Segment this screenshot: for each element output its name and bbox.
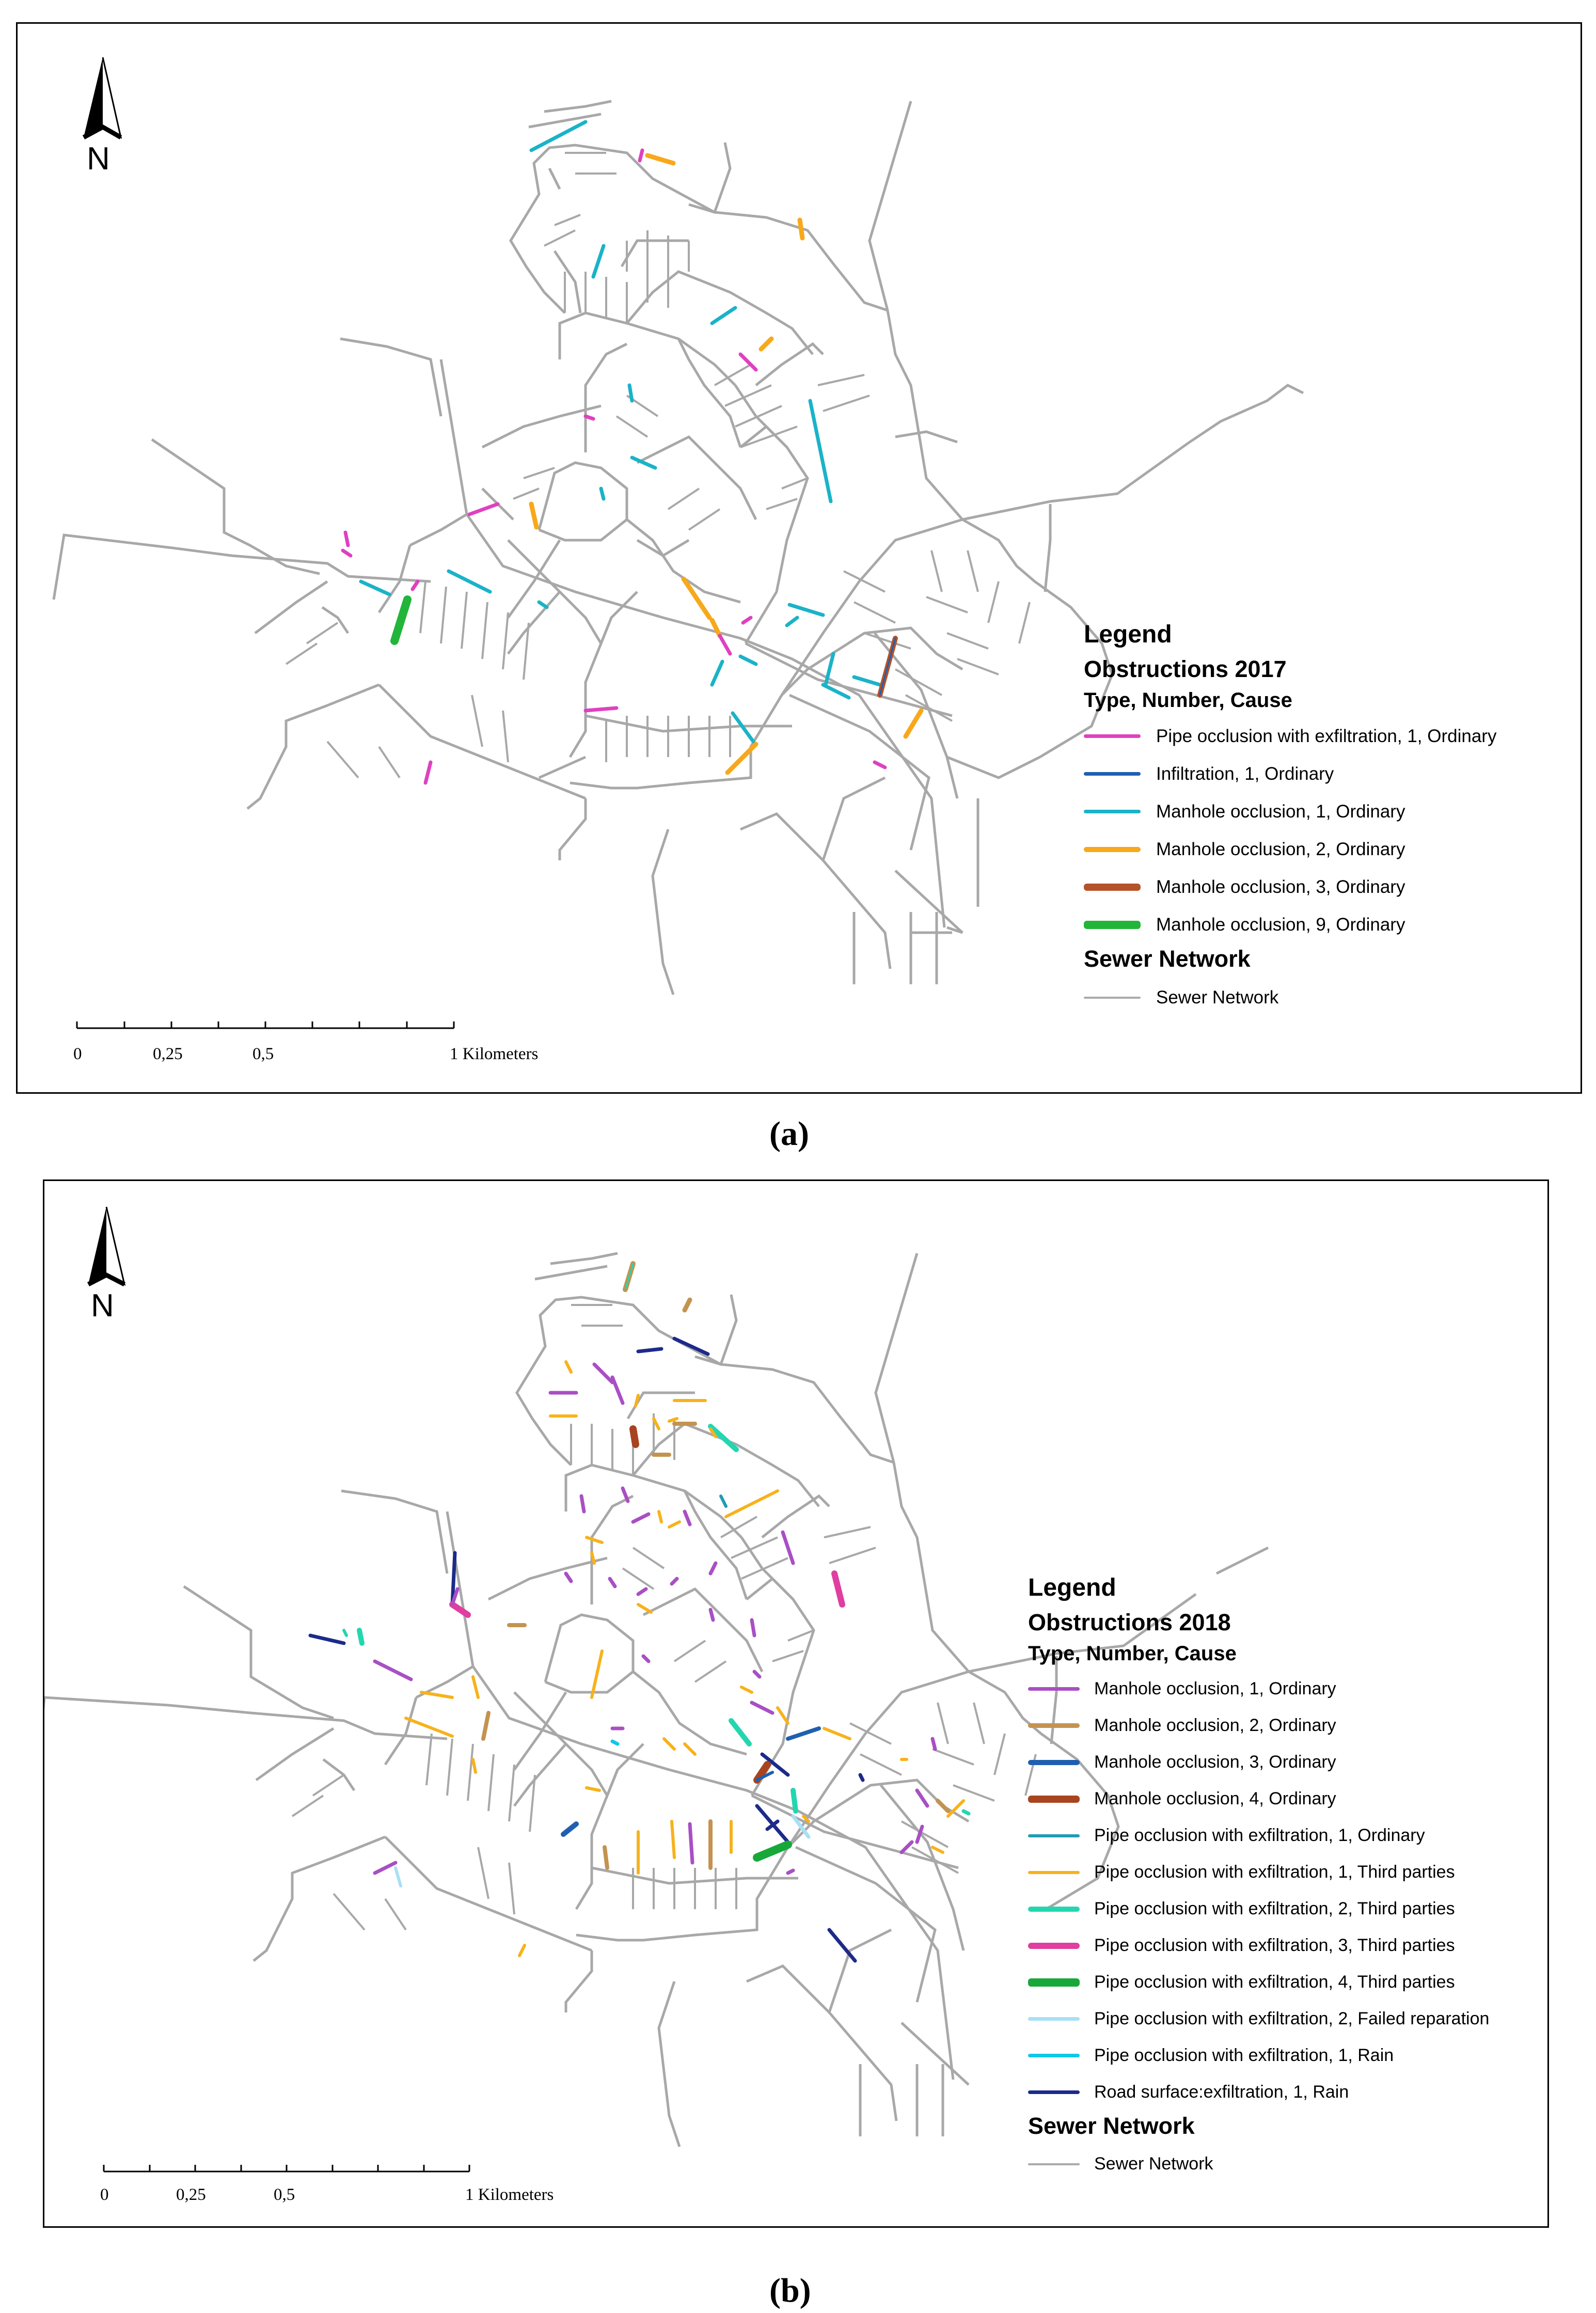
legend-item-label: Pipe occlusion with exfiltration, 1, Ordinary	[1094, 1826, 1425, 1845]
obstructions-2018	[310, 1264, 969, 1961]
legend-item-label: Manhole occlusion, 9, Ordinary	[1156, 914, 1405, 935]
legend-network-heading: Sewer Network	[1028, 2113, 1195, 2139]
legend-item-label: Pipe occlusion with exfiltration, 2, Third parties	[1094, 1899, 1455, 1918]
legend-item	[1028, 2001, 1489, 2037]
legend-2018	[1028, 1574, 1489, 2182]
legend-item	[1028, 1891, 1489, 1927]
scale-tick-label: 0	[73, 1045, 82, 1063]
legend-item	[1028, 1817, 1489, 1854]
scale-tick-label: 0,25	[176, 2185, 206, 2204]
legend-item-label: Manhole occlusion, 4, Ordinary	[1094, 1789, 1336, 1808]
legend-swatch	[1084, 997, 1141, 999]
legend-item	[1028, 1744, 1489, 1781]
legend-2017	[1084, 620, 1496, 1016]
legend-swatch	[1028, 1687, 1080, 1691]
legend-swatch	[1028, 1760, 1080, 1765]
legend-item-label: Manhole occlusion, 1, Ordinary	[1094, 1679, 1336, 1698]
legend-item	[1028, 1707, 1489, 1744]
figure-caption-b: (b)	[769, 2272, 811, 2309]
legend-fields: Type, Number, Cause	[1028, 1642, 1237, 1665]
north-arrow-icon	[88, 1207, 124, 1284]
legend-swatch	[1028, 2054, 1080, 2057]
legend-swatch	[1028, 1834, 1080, 1837]
legend-item	[1084, 755, 1496, 793]
legend-item	[1028, 1781, 1489, 1817]
legend-item	[1028, 1671, 1489, 1707]
legend-item-label: Manhole occlusion, 3, Ordinary	[1156, 876, 1405, 897]
legend-item-network	[1028, 2146, 1489, 2182]
scale-tick-label: 0	[100, 2185, 109, 2204]
legend-swatch	[1084, 734, 1141, 738]
legend-item-label: Manhole occlusion, 2, Ordinary	[1156, 839, 1405, 859]
scale-tick-label: 0,25	[153, 1045, 183, 1063]
legend-item-label: Manhole occlusion, 3, Ordinary	[1094, 1752, 1336, 1772]
map-panel-2017	[16, 22, 1582, 1094]
legend-swatch	[1028, 1943, 1080, 1949]
legend-swatch	[1084, 772, 1141, 776]
legend-item	[1084, 868, 1496, 906]
scale-bar	[104, 2165, 469, 2172]
legend-item	[1084, 906, 1496, 943]
legend-item-label: Pipe occlusion with exfiltration, 3, Third parties	[1094, 1936, 1455, 1955]
legend-item-label: Pipe occlusion with exfiltration, 1, Ordinary	[1156, 726, 1497, 746]
legend-item	[1028, 1854, 1489, 1891]
sewer-branches	[292, 1305, 1036, 1930]
legend-item-label: Road surface:exfiltration, 1, Rain	[1094, 2082, 1349, 2102]
legend-item	[1028, 1927, 1489, 1964]
legend-item-network	[1084, 979, 1496, 1016]
north-label: N	[91, 1288, 114, 1324]
legend-item-label: Pipe occlusion with exfiltration, 2, Failed reparation	[1094, 2009, 1490, 2028]
scale-tick-label: 0,5	[274, 2185, 295, 2204]
legend-item	[1028, 1964, 1489, 2001]
legend-swatch	[1084, 847, 1141, 852]
legend-subtitle: Obstructions 2017	[1084, 656, 1287, 682]
legend-item	[1084, 793, 1496, 830]
legend-swatch	[1084, 810, 1141, 813]
legend-swatch	[1028, 1796, 1080, 1803]
legend-fields: Type, Number, Cause	[1084, 689, 1292, 712]
scale-tick-label: 1 Kilometers	[450, 1045, 539, 1063]
legend-swatch	[1084, 884, 1141, 891]
legend-item	[1028, 2074, 1489, 2111]
legend-swatch	[1084, 921, 1141, 929]
north-arrow-icon	[84, 57, 121, 137]
legend-subtitle: Obstructions 2018	[1028, 1609, 1231, 1635]
legend-item-label: Manhole occlusion, 1, Ordinary	[1156, 801, 1405, 822]
legend-item-label: Pipe occlusion with exfiltration, 1, Third parties	[1094, 1862, 1455, 1882]
scale-tick-label: 1 Kilometers	[465, 2185, 554, 2204]
legend-item-label: Sewer Network	[1094, 2154, 1213, 2174]
map-panel-2018	[43, 1179, 1549, 2228]
figure-caption-a: (a)	[769, 1115, 809, 1153]
legend-swatch	[1028, 1723, 1080, 1728]
legend-item-label: Manhole occlusion, 2, Ordinary	[1094, 1716, 1336, 1735]
legend-title: Legend	[1028, 1574, 1116, 1601]
legend-swatch	[1028, 2017, 1080, 2021]
north-label: N	[87, 141, 110, 177]
legend-swatch	[1028, 1978, 1080, 1987]
legend-item-label: Sewer Network	[1156, 987, 1279, 1008]
legend-swatch	[1028, 1907, 1080, 1912]
legend-item-label: Pipe occlusion with exfiltration, 1, Rain	[1094, 2045, 1394, 2065]
legend-swatch	[1028, 2163, 1080, 2165]
legend-item	[1028, 2037, 1489, 2074]
legend-swatch	[1028, 2090, 1080, 2094]
scale-bar	[77, 1021, 454, 1028]
legend-item-label: Infiltration, 1, Ordinary	[1156, 763, 1334, 784]
legend-swatch	[1028, 1871, 1080, 1874]
legend-item	[1084, 830, 1496, 868]
legend-network-heading: Sewer Network	[1084, 946, 1251, 972]
legend-item-label: Pipe occlusion with exfiltration, 4, Third parties	[1094, 1972, 1455, 1992]
scale-tick-label: 0,5	[252, 1045, 274, 1063]
sewer-branches	[286, 153, 1030, 778]
legend-item	[1084, 717, 1496, 755]
legend-title: Legend	[1084, 621, 1172, 648]
